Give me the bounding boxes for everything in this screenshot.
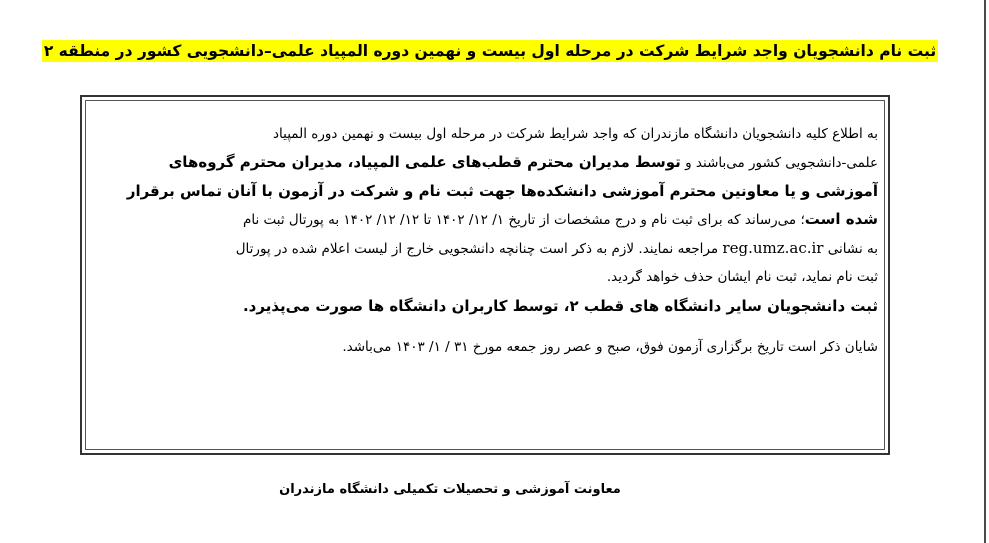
page-edge-rule [984,0,986,543]
notice-highlight: ثبت دانشجویان سایر دانشگاه های قطب ۲، توسط کاربران دانشگاه ها صورت می‌پذیرد. [242,297,878,315]
exam-date-note: شایان ذکر است تاریخ برگزاری آزمون فوق، صبح و عصر روز جمعه مورخ ۳۱ / ۱/ ۱۴۰۳ می‌باشد. [342,339,878,355]
page-title: ثبت نام دانشجویان واجد شرایط شرکت در مرحله اول بیست و نهمین دوره المپیاد علمی–دانشجویی کشور در منطقه ۲ [43,42,937,60]
title-container [40,40,940,62]
notice-line-4-plain: ؛ می‌رساند که برای ثبت نام و درج مشخصات از تاریخ ۱/ ۱۲/ ۱۴۰۲ تا ۱۲/ ۱۲/ ۱۴۰۲ به پورتال ثبت نام [242,212,805,228]
notice-line-4-bold: شده است [804,210,878,228]
notice-gap [90,321,878,333]
notice-line-2 [90,148,878,177]
notice-line-2-bold: توسط مدیران محترم قطب‌های علمی المپیاد، مدیران محترم گروه‌های [168,153,681,171]
portal-url-link[interactable]: reg.umz.ac.ir [722,239,824,257]
notice-line-3: آموزشی و یا معاونین محترم آموزشی دانشکده‌ها جهت ثبت نام و شرکت در آزمون با آنان تماس برقرار [126,182,878,200]
notice-line-1: به اطلاع کلیه دانشجویان دانشگاه مازندران که واجد شرایط شرکت در مرحله اول بیست و نهمین دوره المپیاد [273,126,878,142]
notice-line-5-suffix: مراجعه نمایند. لازم به ذکر است چنانچه دانشجویی خارج از لیست اعلام شده در پورتال [235,241,723,257]
signature: معاونت آموزشی و تحصیلات تکمیلی دانشگاه مازندران [279,482,621,497]
notice-line-5 [90,234,878,263]
notice-line-6: ثبت نام نماید، ثبت نام ایشان حذف خواهد گردید. [606,269,878,285]
notice-line-5-prefix: به نشانی [823,241,878,257]
notice-line-4 [90,205,878,234]
notice-line-2-plain: علمی-دانشجویی کشور می‌باشند و [680,155,878,171]
notice-body [90,120,878,361]
